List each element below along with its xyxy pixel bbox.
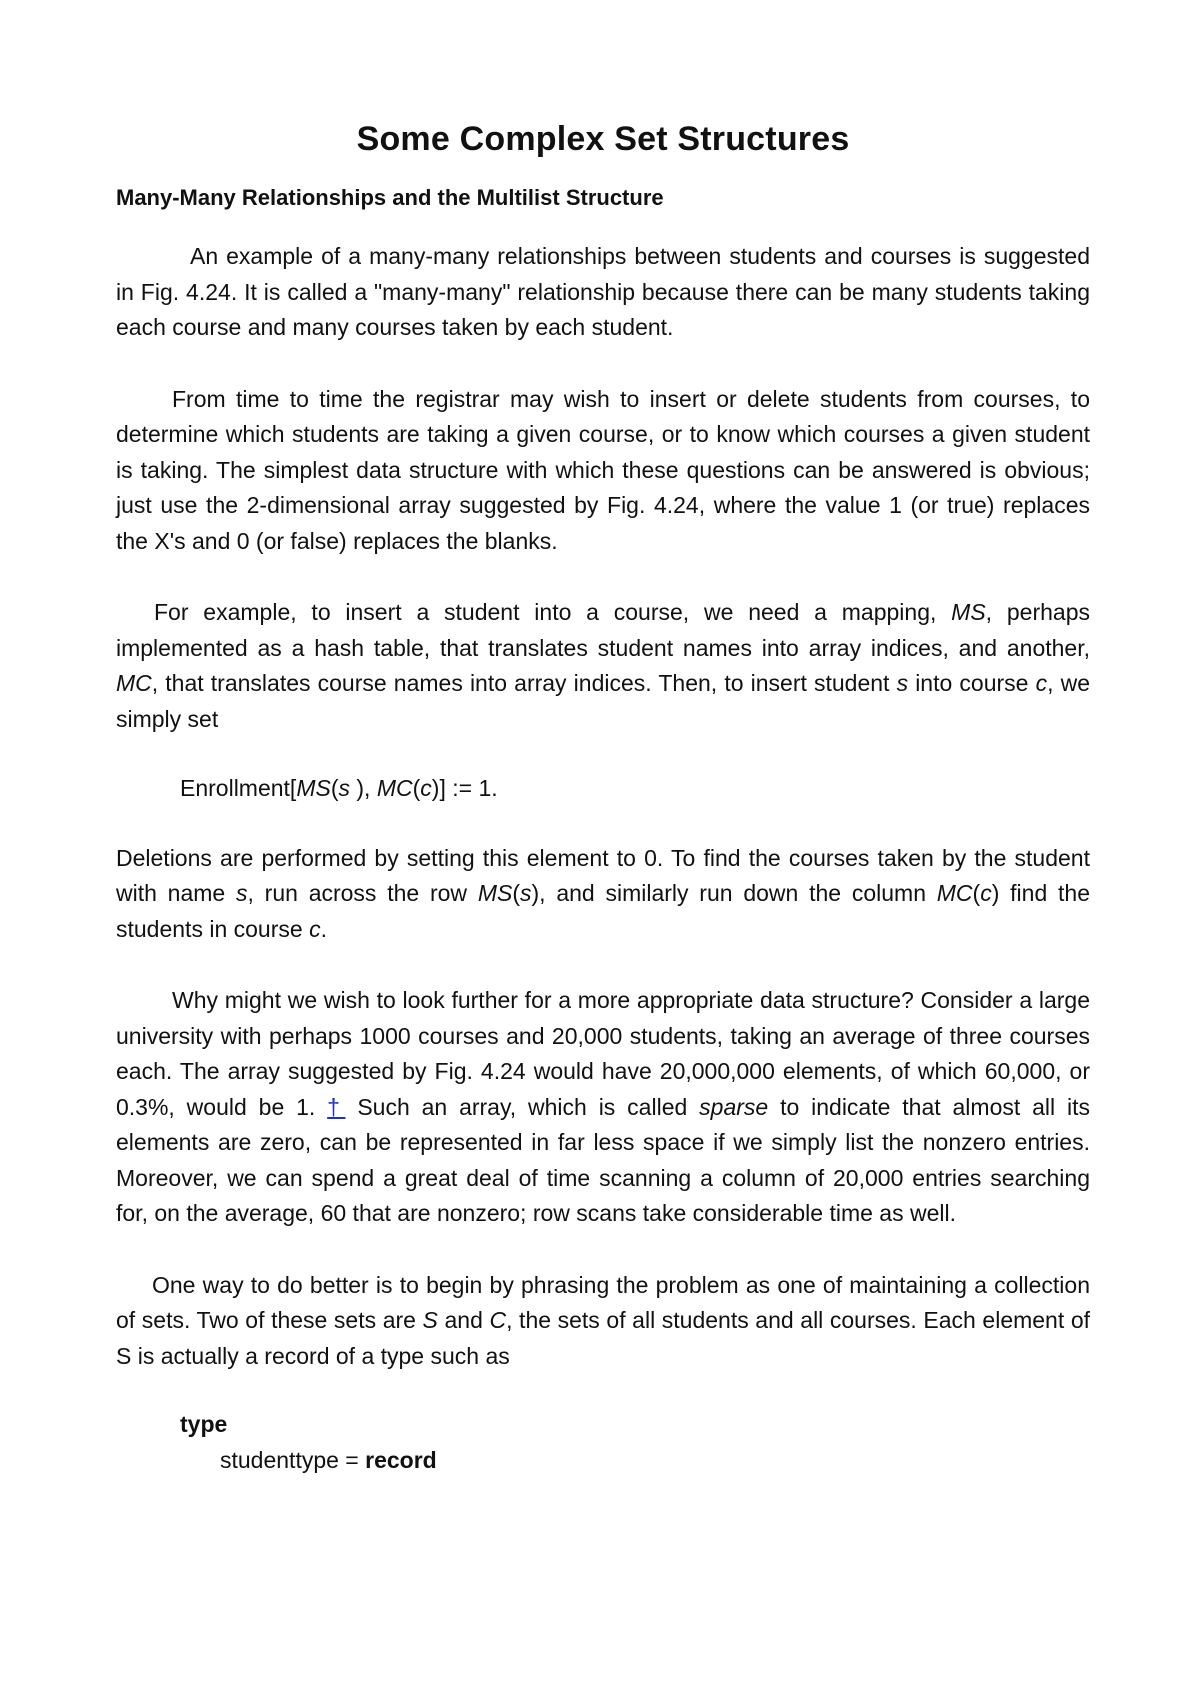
paragraph-1-text: An example of a many-many relationships between students and courses is suggested in Fig. 4.24. It is called a "many-many" relationship because there can be many students taking each course and many courses taken by each student.	[116, 243, 1090, 340]
p5-text-b: Such an array, which is called	[345, 1093, 700, 1120]
p6-set-s: S	[422, 1307, 438, 1333]
p4-s2: s	[519, 880, 532, 906]
p3-text-e: , we simply set	[116, 670, 1090, 732]
paragraph-5	[116, 983, 1090, 1232]
p3-s: s	[896, 670, 909, 696]
formula-c: ),	[350, 775, 377, 801]
code-block	[116, 1406, 1090, 1478]
formula-s: s	[338, 775, 350, 801]
p6-text-b: and	[437, 1307, 490, 1333]
p6-text-a: One way to do better is to begin by phrasing the problem as one of maintaining a collection of sets. Two of these sets are	[116, 1271, 1090, 1333]
p4-text-a: Deletions are performed by setting this element to 0. To find the courses taken by the student with name	[116, 844, 1090, 906]
paragraph-2	[116, 382, 1090, 560]
p3-ms: MS	[951, 599, 986, 625]
p5-sparse: sparse	[699, 1093, 769, 1120]
document-page	[116, 120, 1090, 1478]
section-heading: Many-Many Relationships and the Multilist Structure	[116, 185, 664, 210]
footnote-link[interactable]: †	[327, 1093, 346, 1120]
p5-text-a: Why might we wish to look further for a more appropriate data structure? Consider a large university with perhaps 1000 courses and 20,000 students, taking an average of three courses each. The array suggested by Fig. 4.24 would have 20,000,000 elements, of which 60,000, or 0.3%, would be 1.	[116, 987, 1090, 1120]
code-line-1	[180, 1406, 1090, 1442]
paragraph-4	[116, 841, 1090, 948]
p4-text-f: ) find the students in course	[116, 880, 1090, 942]
formula-mc: MC	[376, 775, 413, 801]
p3-text-c: , that translates course names into array indices. Then, to insert student	[151, 670, 897, 696]
p4-text-e: (	[972, 880, 981, 906]
code-line-2	[220, 1442, 1090, 1478]
p4-s1: s	[236, 880, 248, 906]
p4-c1: c	[980, 880, 992, 906]
p4-text-d: ), and similarly run down the column	[531, 880, 937, 906]
p4-text-b: , run across the row	[247, 880, 478, 906]
formula-d: (	[412, 775, 421, 801]
paragraph-2-text: From time to time the registrar may wish to insert or delete students from courses, to determine which students are taking a given course, or to know which courses a given student is taking. The simplest data structure with which these questions can be answered is obvious; just use the 2-dimensional array suggested by Fig. 4.24, where the value 1 (or true) replaces the X's and 0 (or false) replaces the blanks.	[116, 385, 1090, 554]
p4-mc: MC	[936, 880, 973, 906]
formula-e: )] := 1.	[431, 775, 498, 801]
p6-set-c: C	[489, 1307, 507, 1333]
paragraph-3	[116, 595, 1090, 737]
p3-text-b: , perhaps implemented as a hash table, that translates student names into array indices, and another,	[116, 599, 1090, 661]
p4-text-g: .	[320, 915, 327, 942]
p5-text-c: to indicate that almost all its elements are zero, can be represented in far less space if we simply list the nonzero entries. Moreover, we can spend a great deal of time scanning a column of 20,000 entries searching for, on the average, 60 that are nonzero; row scans take considerable time as well.	[116, 1093, 1091, 1226]
code-record-keyword: record	[365, 1447, 437, 1473]
p3-text-a: For example, to insert a student into a course, we need a mapping,	[154, 599, 952, 625]
p3-text-d: into course	[908, 670, 1036, 696]
p3-c: c	[1035, 670, 1048, 696]
paragraph-6	[116, 1268, 1090, 1375]
p4-ms: MS	[477, 880, 513, 906]
page-title: Some Complex Set Structures	[356, 120, 850, 158]
p6-text-c: , the sets of all students and all courses. Each element of S is actually a record of a type such as	[116, 1307, 1091, 1369]
enrollment-formula	[180, 771, 1090, 807]
formula-cvar: c	[420, 775, 432, 801]
code-studenttype: studenttype =	[220, 1447, 366, 1473]
p4-text-c: (	[512, 880, 520, 906]
formula-a: Enrollment[	[180, 775, 297, 801]
code-type-keyword: type	[180, 1411, 228, 1437]
formula-b: (	[330, 775, 339, 801]
p3-mc: MC	[116, 670, 152, 696]
p4-c2: c	[309, 915, 321, 942]
formula-ms: MS	[296, 775, 331, 801]
paragraph-1	[116, 239, 1090, 346]
